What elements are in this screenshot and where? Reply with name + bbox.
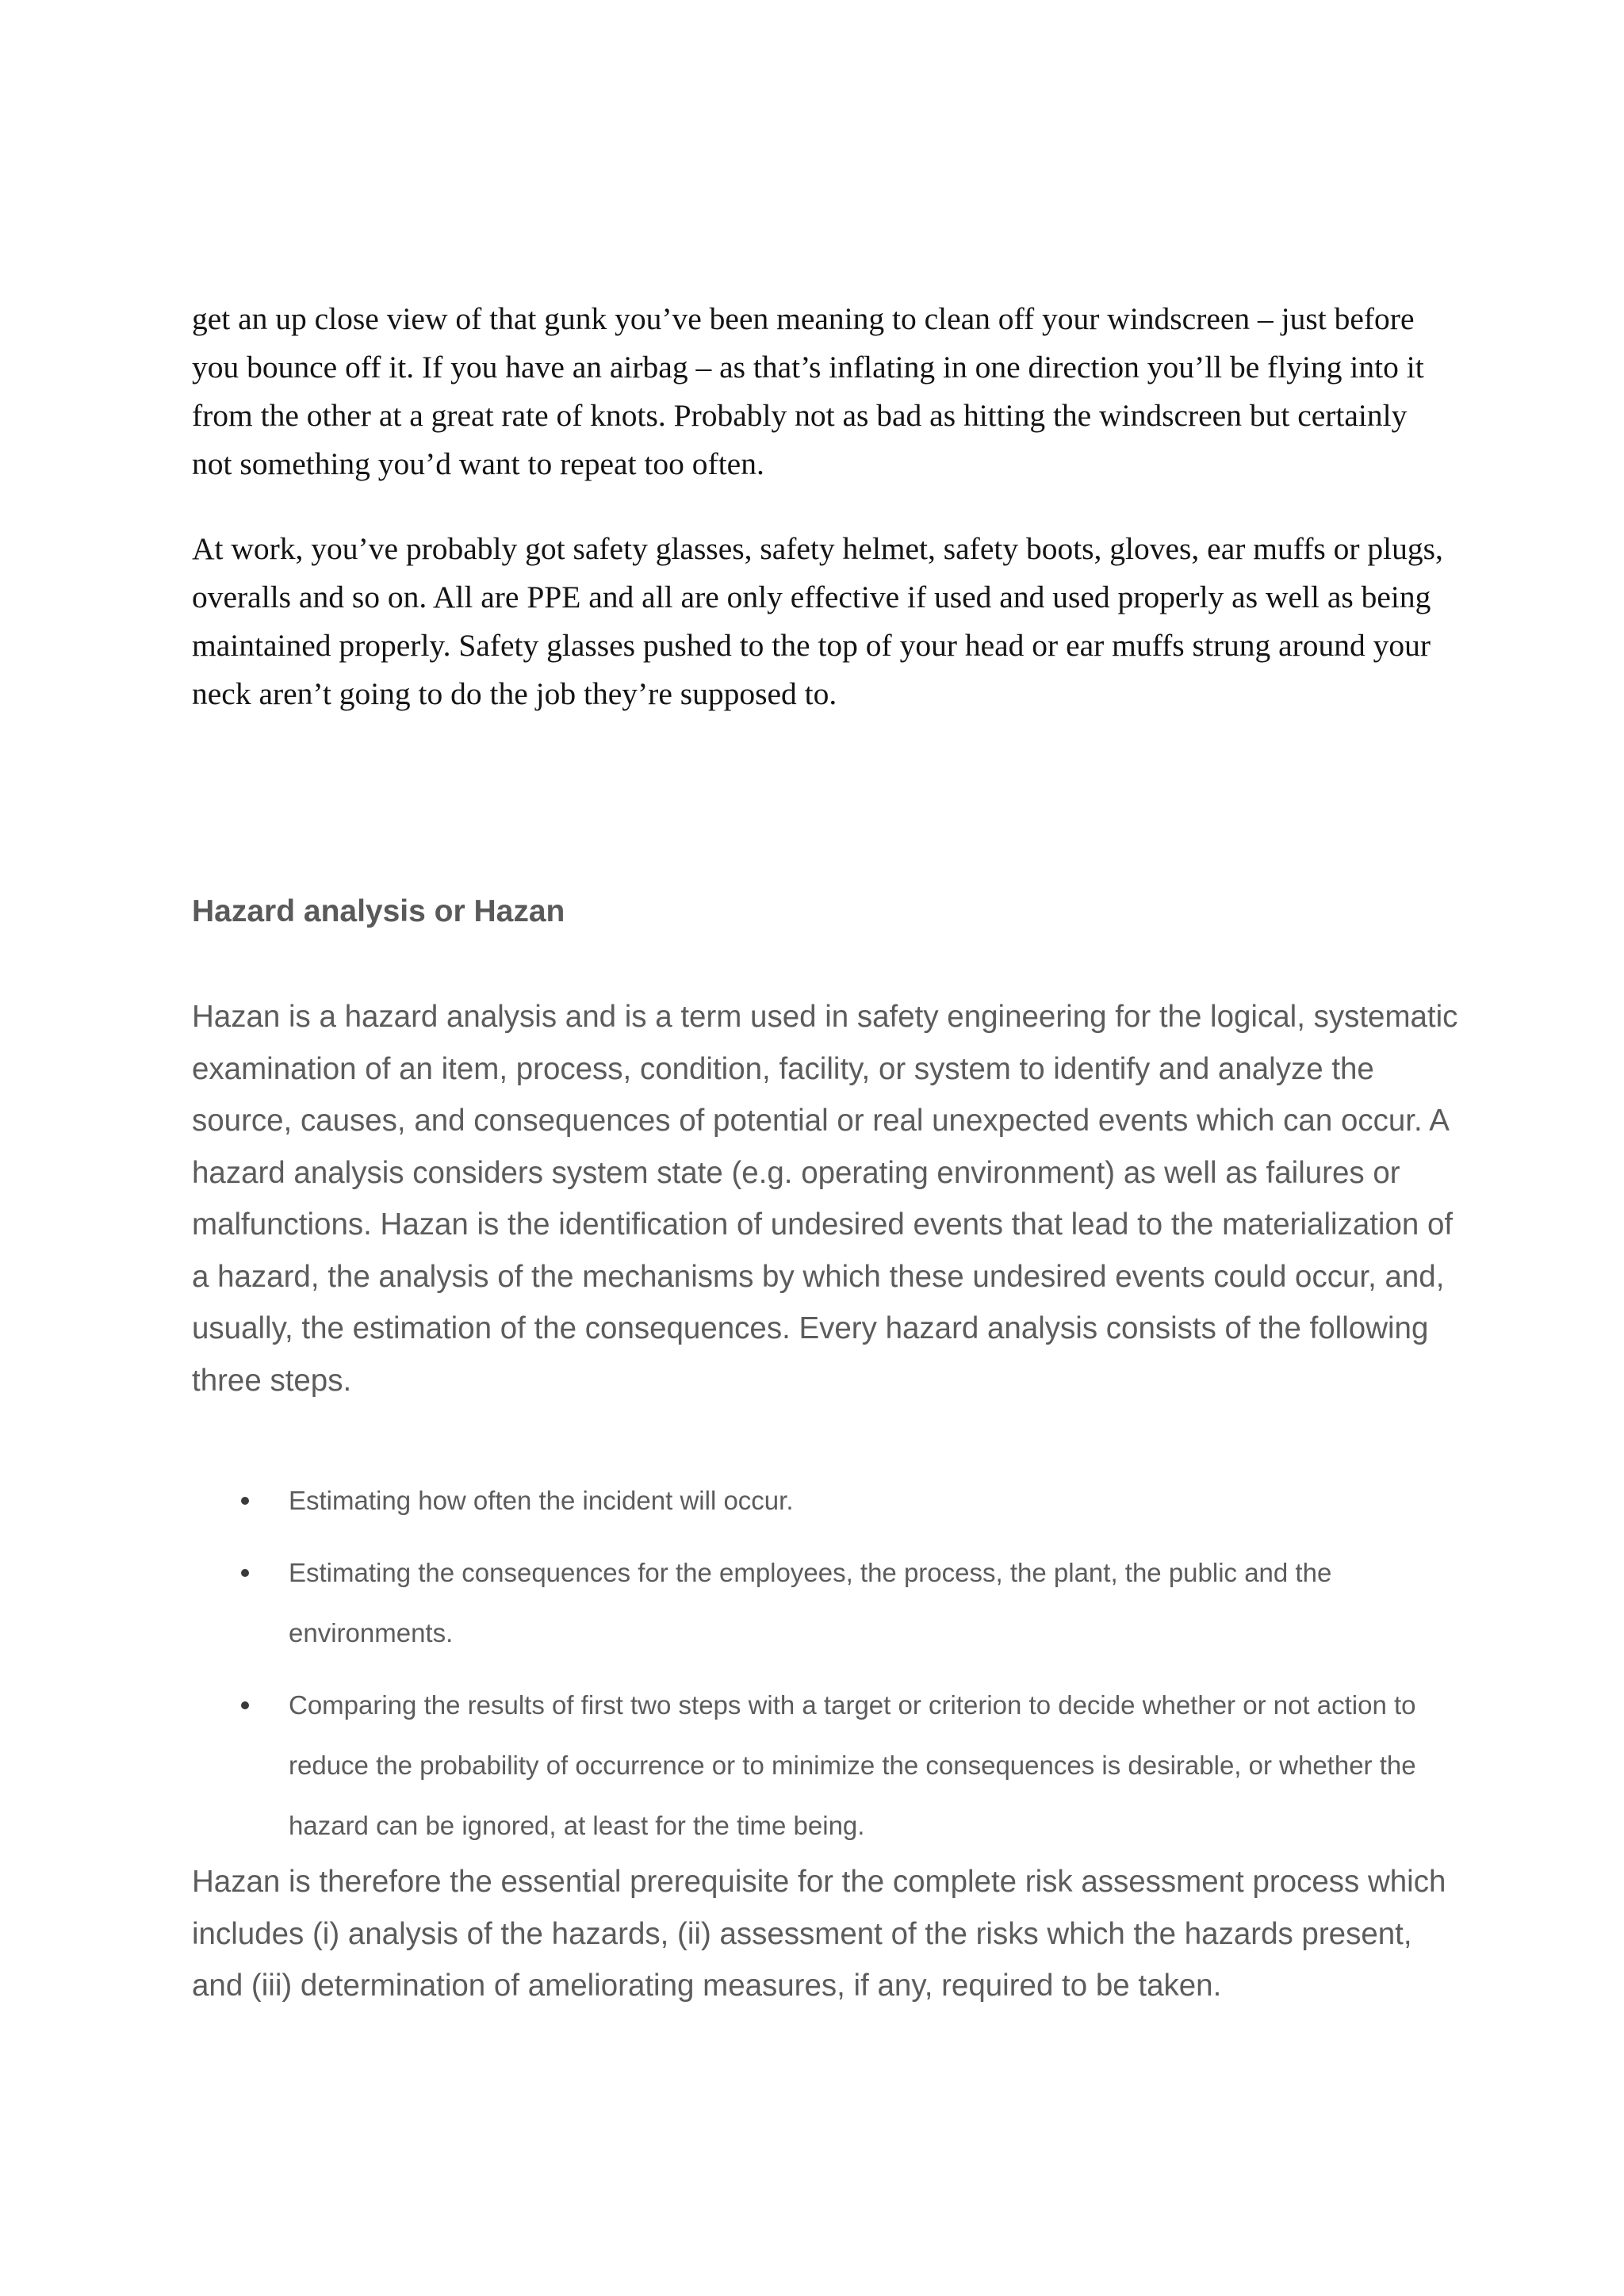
closing-paragraph: Hazan is therefore the essential prerequisite for the complete risk assessment process which includes (i) analysis of the hazards, (ii) assessment of the risks which the hazards present, and (iii) determination of ameliorating measures, if any, required to be taken. [192,1865,1446,2003]
section-intro-paragraph: Hazan is a hazard analysis and is a term used in safety engineering for the logical, systematic examination of an item, process, condition, facility, or system to identify and analyze the source, causes, and consequences of potential or real unexpected events which can occur. A hazard analysis considers system state (e.g. operating environment) as well as failures or malfunctions. Hazan is the identification of undesired events that lead to the materialization of a hazard, the analysis of the mechanisms by which these undesired events could occur, and, usually, the estimation of the consequences. Every hazard analysis consists of the following three steps. [192,1000,1458,1398]
list-item [192,1471,1461,1531]
list-item [192,1543,1461,1663]
steps-list [192,1471,1461,1868]
body-paragraph: get an up close view of that gunk you’ve been meaning to clean off your windscreen – just before you bounce off it. If you have an airbag – as that’s inflating in one direction you’ll be flying into it from the other at a great rate of knots. Probably not as bad as hitting the windscreen but certainly not something you’d want to repeat too often. [192,301,1424,481]
bullet-icon [241,1497,249,1505]
bullet-icon [241,1701,249,1709]
section-heading: Hazard analysis or Hazan [192,894,565,928]
list-item [192,1675,1461,1856]
list-item-text: Estimating how often the incident will occur. [289,1486,794,1515]
body-paragraph: At work, you’ve probably got safety glasses, safety helmet, safety boots, gloves, ear muffs or plugs, overalls and so on. All are PPE and all are only effective if used and used properly as well as being maintained properly. Safety glasses pushed to the top of your head or ear muffs strung around your neck aren’t going to do the job they’re supposed to. [192,531,1443,711]
list-item-text: Comparing the results of first two steps with a target or criterion to decide whether or not action to reduce the probability of occurrence or to minimize the consequences is desirable, or whether the hazard can be ignored, at least for the time being. [289,1690,1416,1840]
bullet-icon [241,1569,249,1577]
list-item-text: Estimating the consequences for the employees, the process, the plant, the public and the environments. [289,1558,1332,1647]
